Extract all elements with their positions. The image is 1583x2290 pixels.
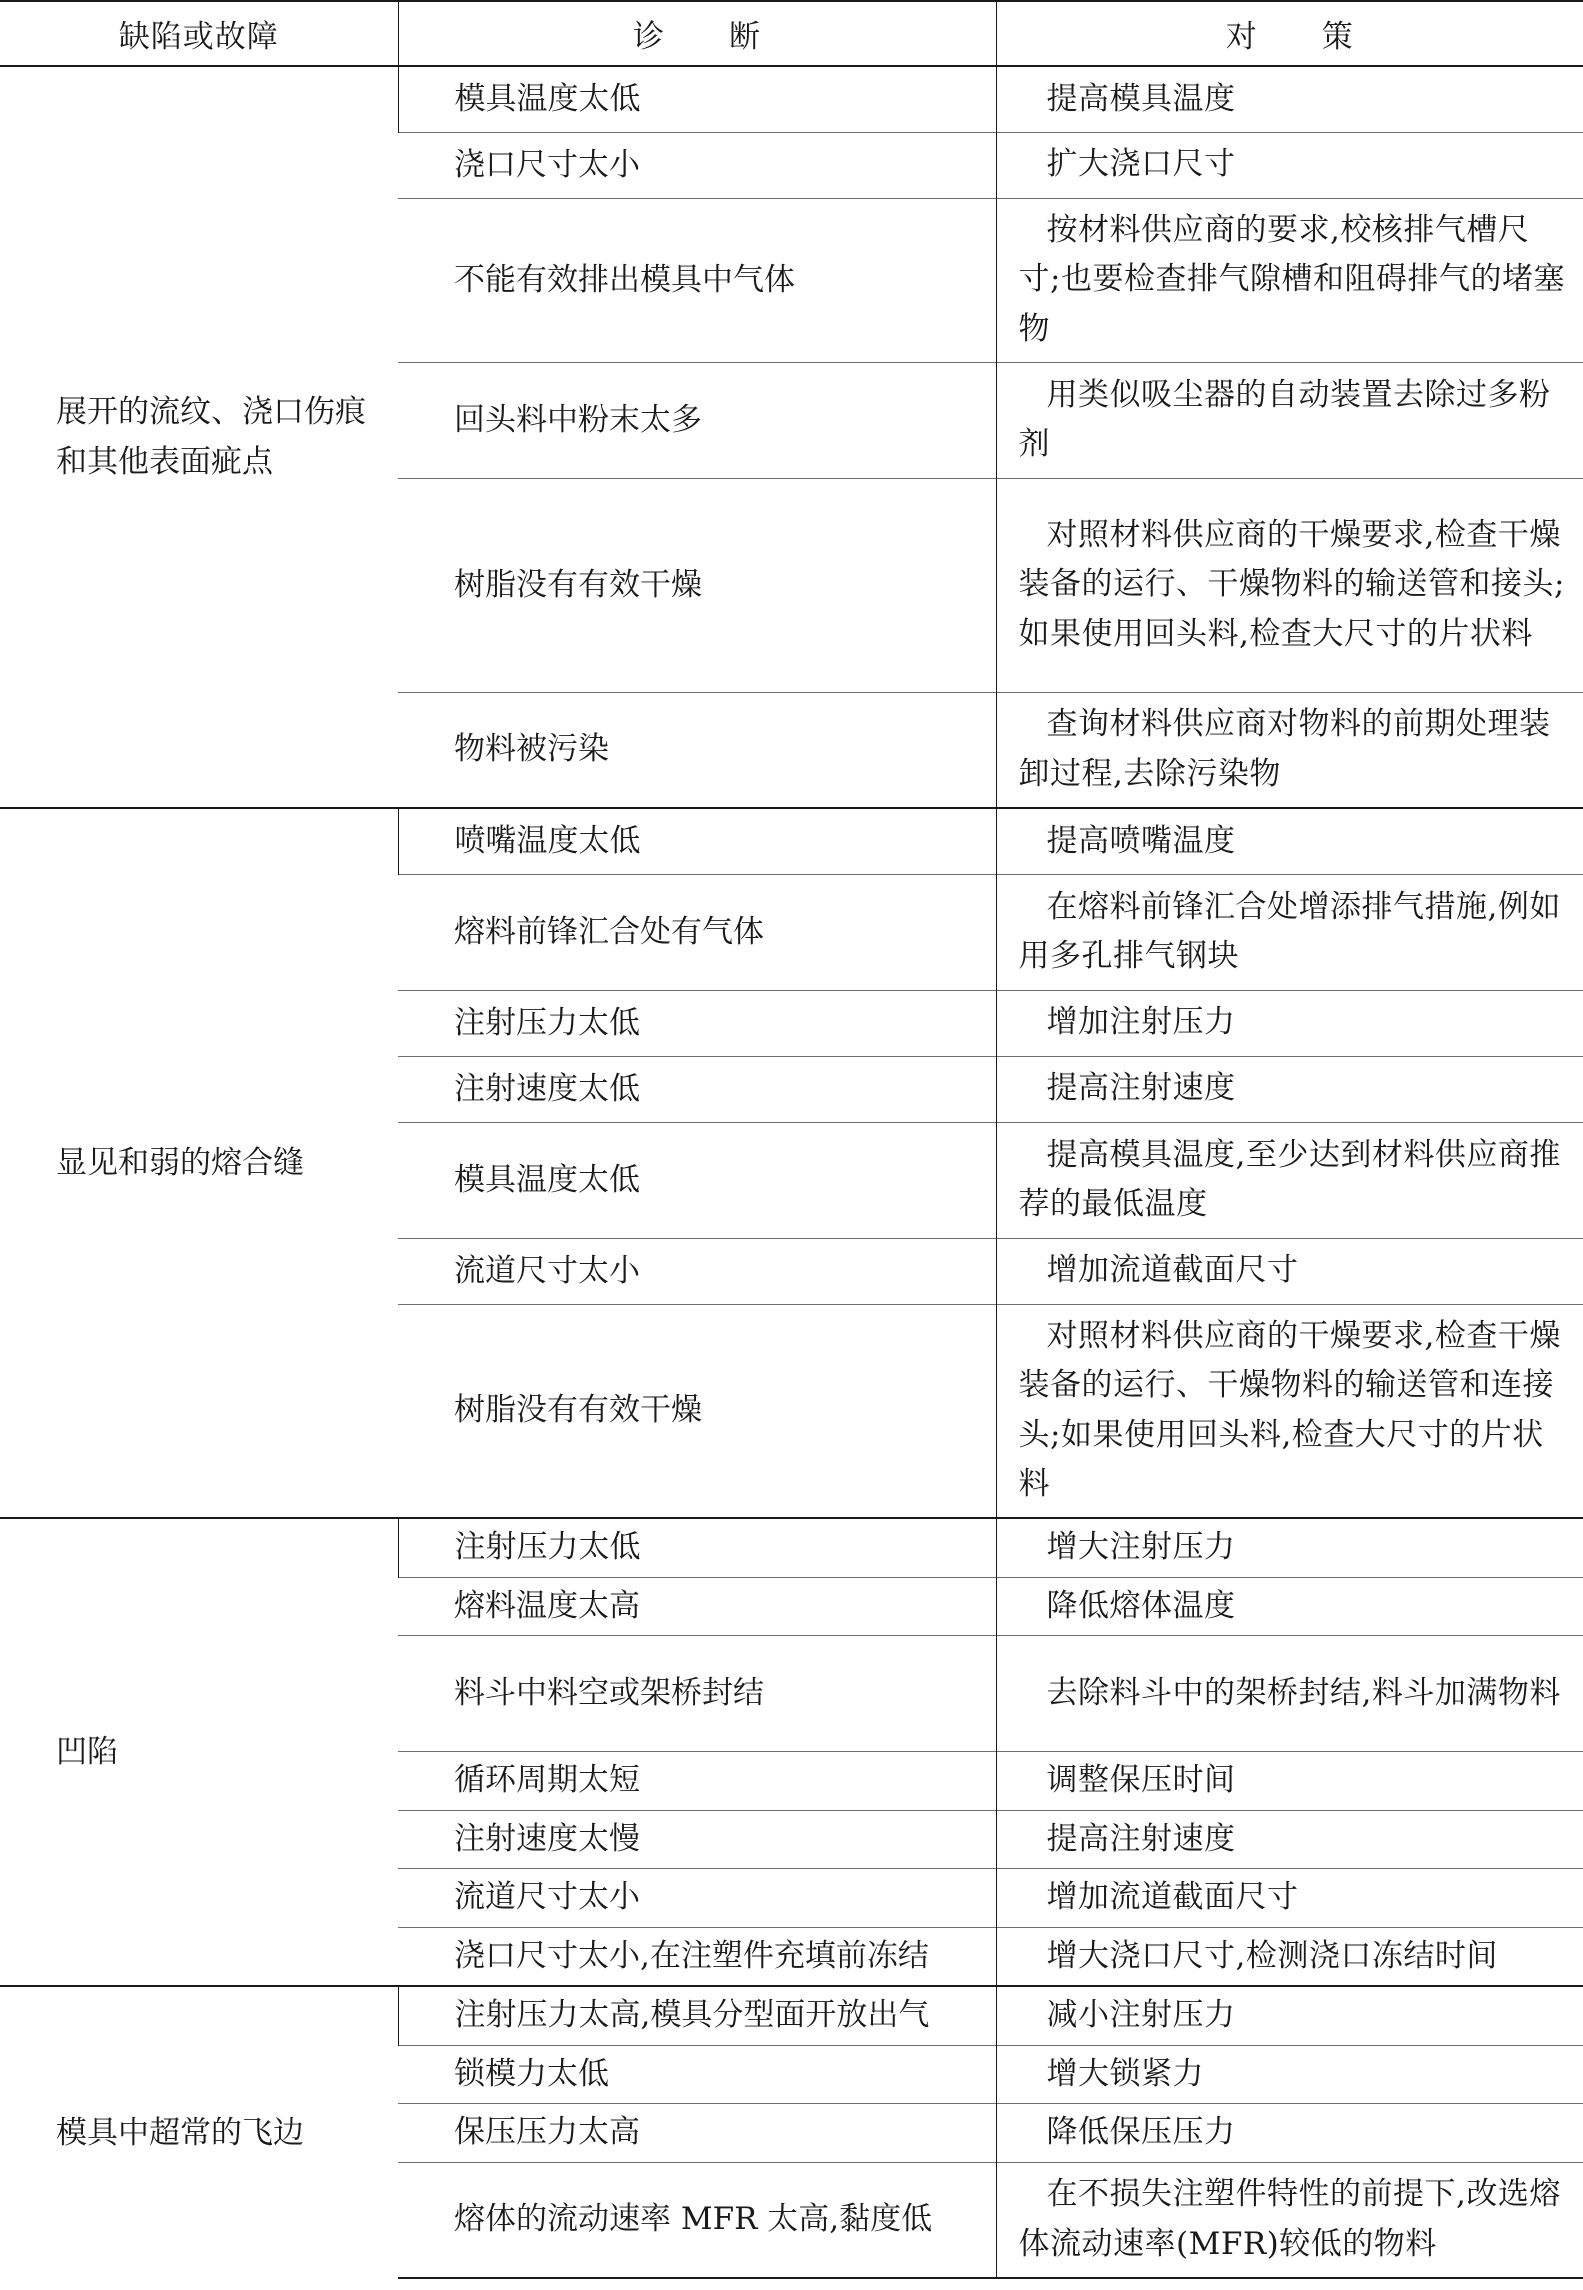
defect-group [0,1518,1583,1986]
measure-cell: 按材料供应商的要求,校核排气槽尺寸;也要检查排气隙槽和阻碍排气的堵塞物 [996,198,1583,362]
diagnosis-cell: 物料被污染 [398,692,996,808]
diagnosis-cell: 模具温度太低 [398,66,996,132]
defect-group [0,1986,1583,2278]
diagnosis-cell: 熔料温度太高 [398,1577,996,1636]
table-row [0,808,1583,874]
measure-cell: 降低熔体温度 [996,1577,1583,1636]
measure-cell: 减小注射压力 [996,1986,1583,2045]
measure-cell: 查询材料供应商对物料的前期处理装卸过程,去除污染物 [996,692,1583,808]
diagnosis-cell: 浇口尺寸太小 [398,132,996,198]
measure-cell: 调整保压时间 [996,1752,1583,1811]
diagnosis-cell: 熔料前锋汇合处有气体 [398,874,996,990]
measure-cell: 扩大浇口尺寸 [996,132,1583,198]
header-defect: 缺陷或故障 [0,1,398,66]
header-row [0,1,1583,66]
header-diagnosis: 诊 断 [398,1,996,66]
table-row [0,66,1583,132]
diagnosis-cell: 树脂没有有效干燥 [398,478,996,692]
measure-cell: 增加注射压力 [996,990,1583,1056]
diagnosis-cell: 锁模力太低 [398,2045,996,2104]
measure-cell: 增大注射压力 [996,1518,1583,1577]
defect-group [0,66,1583,808]
measure-cell: 增加流道截面尺寸 [996,1869,1583,1928]
measure-cell: 用类似吸尘器的自动装置去除过多粉剂 [996,362,1583,478]
measure-cell: 增大锁紧力 [996,2045,1583,2104]
defect-cell: 凹陷 [0,1518,398,1986]
diagnosis-cell: 注射速度太低 [398,1056,996,1122]
diagnosis-cell: 回头料中粉末太多 [398,362,996,478]
measure-cell: 提高喷嘴温度 [996,808,1583,874]
diagnosis-cell: 树脂没有有效干燥 [398,1304,996,1518]
measure-cell: 对照材料供应商的干燥要求,检查干燥装备的运行、干燥物料的输送管和连接头;如果使用回头料,检查大尺寸的片状料 [996,1304,1583,1518]
diagnosis-cell: 注射压力太低 [398,990,996,1056]
diagnosis-cell: 注射压力太低 [398,1518,996,1577]
diagnosis-cell: 注射速度太慢 [398,1810,996,1869]
measure-cell: 在不损失注塑件特性的前提下,改选熔体流动速率(MFR)较低的物料 [996,2162,1583,2278]
defect-cell: 展开的流纹、浇口伤痕和其他表面疵点 [0,66,398,808]
measure-cell: 降低保压压力 [996,2104,1583,2163]
measure-cell: 去除料斗中的架桥封结,料斗加满物料 [996,1636,1583,1752]
diagnosis-cell: 注射压力太高,模具分型面开放出气 [398,1986,996,2045]
diagnosis-cell: 循环周期太短 [398,1752,996,1811]
measure-cell: 增大浇口尺寸,检测浇口冻结时间 [996,1927,1583,1986]
diagnosis-cell: 料斗中料空或架桥封结 [398,1636,996,1752]
measure-cell: 提高模具温度 [996,66,1583,132]
header-measure: 对 策 [996,1,1583,66]
measure-cell: 提高注射速度 [996,1056,1583,1122]
measure-cell: 提高模具温度,至少达到材料供应商推荐的最低温度 [996,1122,1583,1238]
diagnosis-cell: 浇口尺寸太小,在注塑件充填前冻结 [398,1927,996,1986]
measure-cell: 对照材料供应商的干燥要求,检查干燥装备的运行、干燥物料的输送管和接头;如果使用回头料,检查大尺寸的片状料 [996,478,1583,692]
defect-cell: 显见和弱的熔合缝 [0,808,398,1518]
measure-cell: 在熔料前锋汇合处增添排气措施,例如用多孔排气钢块 [996,874,1583,990]
measure-cell: 增加流道截面尺寸 [996,1238,1583,1304]
measure-cell: 提高注射速度 [996,1810,1583,1869]
table-row [0,1518,1583,1577]
diagnosis-cell: 模具温度太低 [398,1122,996,1238]
diagnosis-cell: 不能有效排出模具中气体 [398,198,996,362]
diagnosis-cell: 熔体的流动速率 MFR 太高,黏度低 [398,2162,996,2278]
diagnosis-cell: 流道尺寸太小 [398,1238,996,1304]
diagnosis-cell: 流道尺寸太小 [398,1869,996,1928]
defect-group [0,808,1583,1518]
defect-cell: 模具中超常的飞边 [0,1986,398,2278]
diagnosis-cell: 喷嘴温度太低 [398,808,996,874]
diagnosis-cell: 保压压力太高 [398,2104,996,2163]
table-row [0,1986,1583,2045]
